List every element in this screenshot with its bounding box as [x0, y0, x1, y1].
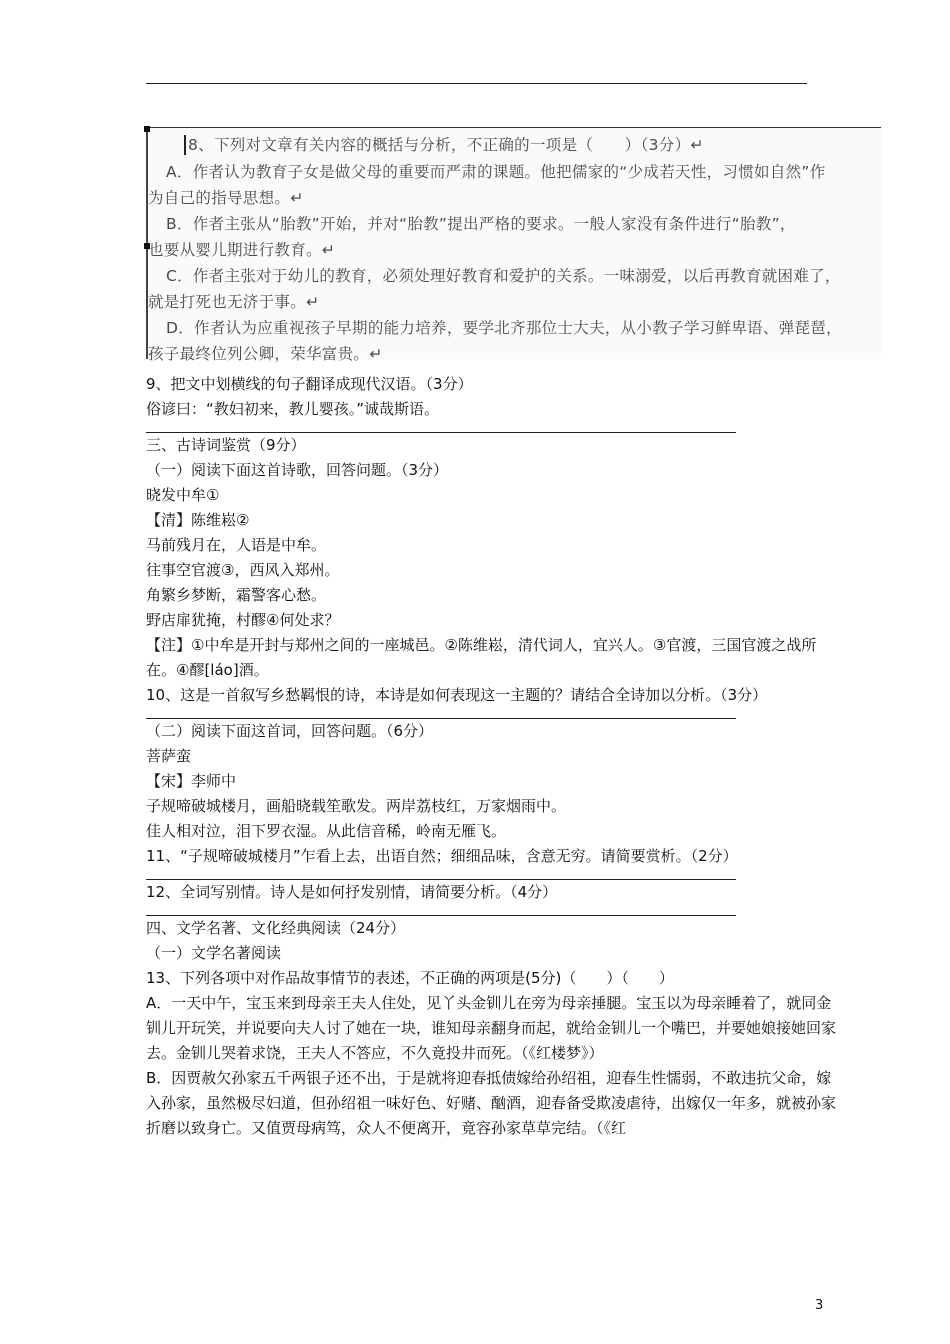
question-11: 11、“子规啼破城楼月”乍看上去，出语自然；细细品味，含意无穷。请简要赏析。（2分） — [146, 847, 738, 865]
question-13: 13、下列各项中对作品故事情节的表述，不正确的两项是(5分)（ ）（ ） — [146, 969, 674, 987]
resize-handle-top[interactable] — [144, 126, 150, 132]
poem-line: 角繁乡梦断，霜警客心愁。 — [146, 586, 327, 604]
question-12: 12、全词写别情。诗人是如何抒发别情，请简要分析。（4分） — [146, 883, 558, 901]
scan-line: 8、下列对文章有关内容的概括与分析，不正确的一项是（ ）（3分）↵ — [188, 136, 704, 154]
scan-line: 就是打死也无济于事。↵ — [148, 293, 320, 311]
page-number: 3 — [815, 1298, 824, 1313]
poem-author: 【宋】李师中 — [146, 772, 237, 790]
question-9-sentence: 俗谚曰：“教妇初来，教儿婴孩。”诚哉斯语。 — [146, 400, 440, 418]
poem-line: 马前残月在，人语是中牟。 — [146, 536, 327, 554]
scan-line: 为自己的指导思想。↵ — [148, 189, 304, 207]
text-cursor — [184, 135, 186, 155]
poem-line: 子规啼破城楼月，画船晓载笙歌发。两岸荔枝红，万家烟雨中。 — [146, 797, 567, 815]
scan-top-border — [146, 127, 881, 128]
scan-line: C．作者主张对于幼儿的教育，必须处理好教育和爱护的关系。一味溺爱，以后再教育就困难了， — [166, 267, 841, 285]
question-10: 10、这是一首叙写乡愁羁恨的诗，本诗是如何表现这一主题的？请结合全诗加以分析。（3分） — [146, 686, 768, 704]
document-body — [146, 372, 836, 1141]
scan-line: A．作者认为教育子女是做父母的重要而严肃的课题。他把儒家的“少成若天性，习惯如自然”作 — [166, 163, 826, 181]
header-rule — [146, 83, 807, 84]
poem-line: 野店扉犹掩，村醪④何处求？ — [146, 611, 340, 629]
subsection-heading: （二）阅读下面这首词，回答问题。（6分） — [146, 722, 434, 740]
scan-line: 也要从婴儿期进行教育。↵ — [148, 241, 336, 259]
subsection-heading: （一）阅读下面这首诗歌，回答问题。（3分） — [146, 461, 449, 479]
scan-line: D．作者认为应重视孩子早期的能力培养，要学北齐那位士大夫，从小教子学习鲜卑语、弹琵琶， — [166, 319, 842, 337]
poem-title: 晓发中牟① — [146, 486, 220, 504]
scanned-question-image — [146, 127, 881, 363]
poem-line: 往事空官渡③，西风入郑州。 — [146, 561, 340, 579]
section-heading: 四、文学名著、文化经典阅读（24分） — [146, 919, 406, 937]
poem-line: 佳人相对泣，泪下罗衣湿。从此信音稀，岭南无雁飞。 — [146, 822, 507, 840]
option-a: A．一天中午，宝玉来到母亲王夫人住处，见丫头金钏儿在旁为母亲捶腿。宝玉以为母亲睡着了，就同金钏儿开玩笑，并说要向夫人讨了她在一块，谁知母亲翻身而起，就给金钏儿一个嘴巴，并要她娘接她回家去。金钏儿哭着求饶，王夫人不答应，不久竟投井而死。（《红楼梦》） — [146, 994, 837, 1062]
scan-line: 孩子最终位列公卿，荣华富贵。↵ — [148, 345, 383, 363]
poem-author: 【清】陈维崧② — [146, 511, 250, 529]
option-b: B．因贾赦欠孙家五千两银子还不出，于是就将迎春抵债嫁给孙绍祖，迎春生性懦弱，不敢违抗父命，嫁入孙家，虽然极尽妇道，但孙绍祖一味好色、好赌、酗酒，迎春备受欺凌虐待，出嫁仅一年多，就被孙家折磨以致身亡。又值贾母病笃，众人不便离开，竟容孙家草草完结。（《红 — [146, 1069, 837, 1137]
poem-note: 【注】①中牟是开封与郑州之间的一座城邑。②陈维崧，清代词人，宜兴人。③官渡，三国官渡之战所在。④醪[láo]酒。 — [146, 636, 817, 679]
scan-line: B．作者主张从“胎教”开始，并对“胎教”提出严格的要求。一般人家没有条件进行“胎教”， — [166, 215, 796, 233]
question-9: 9、把文中划横线的句子翻译成现代汉语。（3分） — [146, 375, 473, 393]
subsection-heading: （一）文学名著阅读 — [146, 944, 282, 962]
section-heading: 三、古诗词鉴赏（9分） — [146, 436, 306, 454]
poem-title: 菩萨蛮 — [146, 747, 192, 765]
